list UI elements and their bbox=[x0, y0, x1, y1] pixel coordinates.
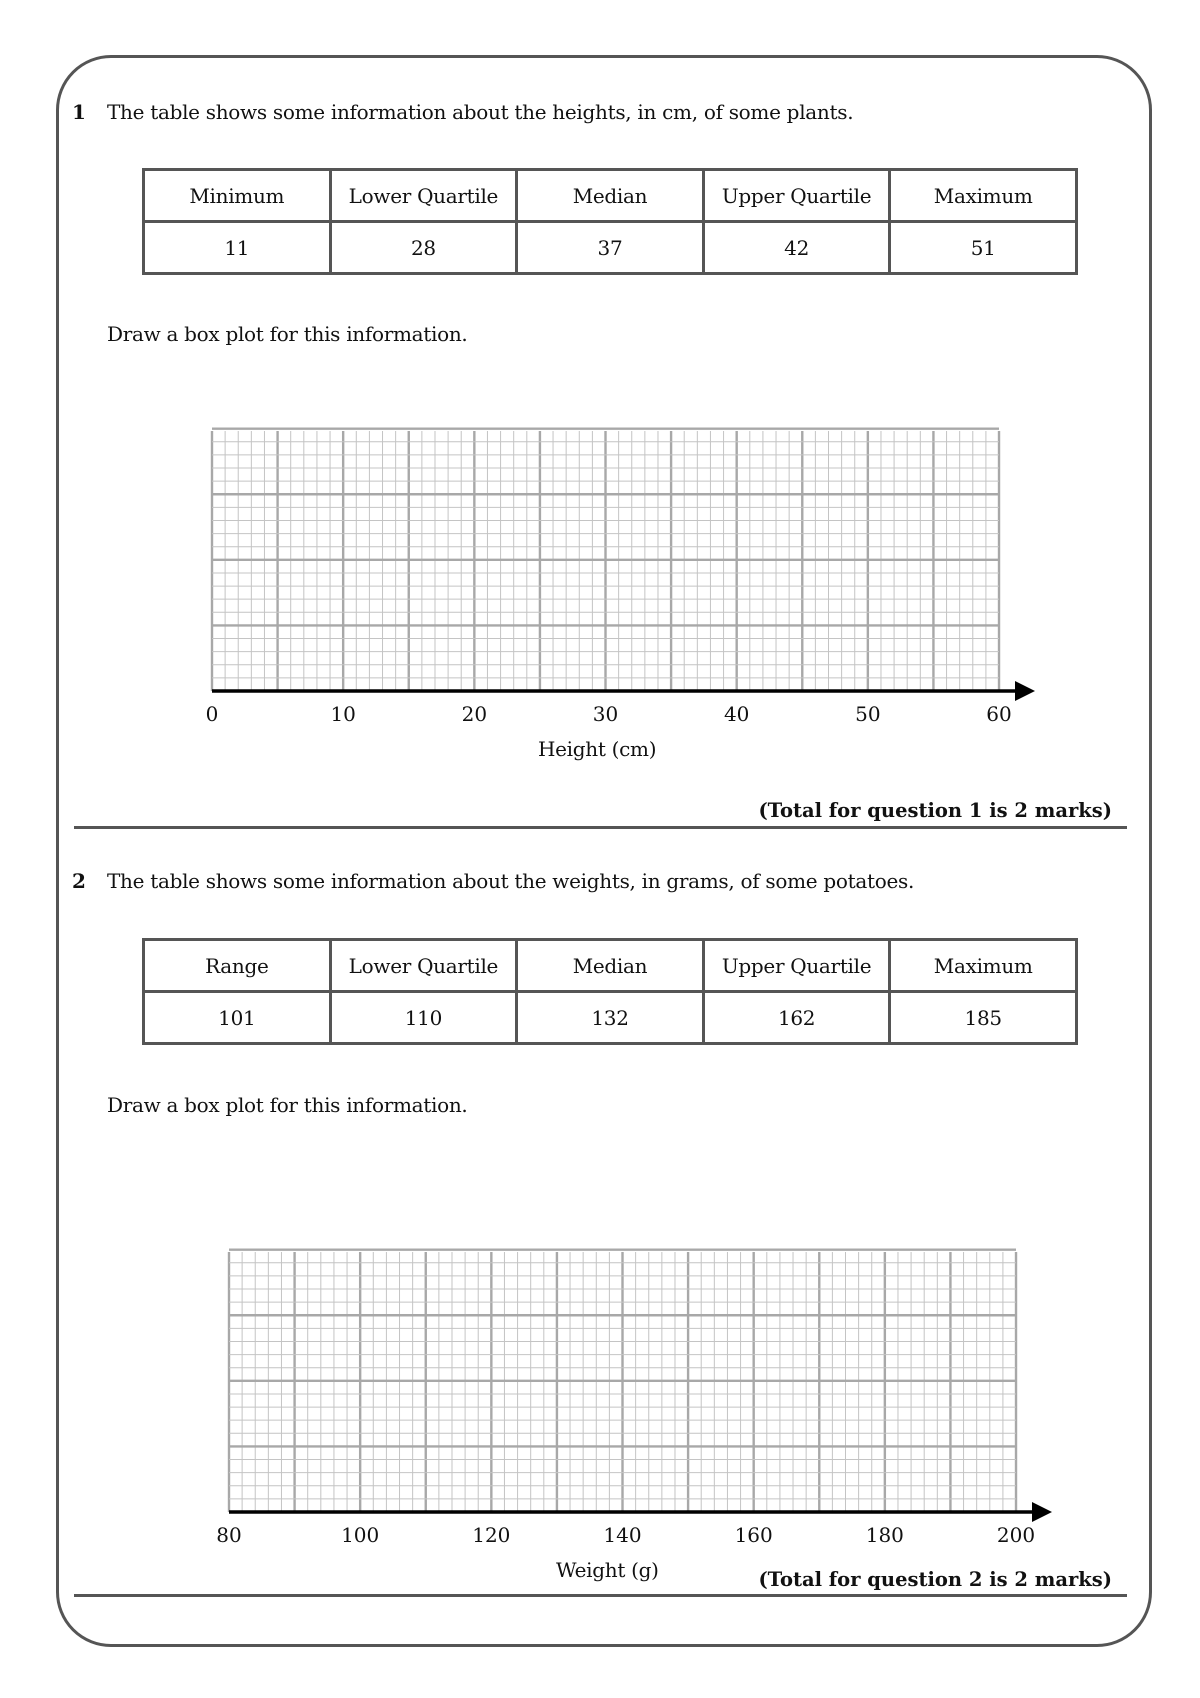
q1-value-cell: 37 bbox=[517, 222, 704, 274]
question-2-number: 2 bbox=[72, 869, 86, 893]
q2-header-cell: Lower Quartile bbox=[330, 940, 517, 992]
x-tick-label: 50 bbox=[855, 702, 881, 726]
q2-value-cell: 132 bbox=[517, 992, 704, 1044]
q2-axis-title: Weight (g) bbox=[556, 1558, 659, 1582]
q2-header-cell: Upper Quartile bbox=[703, 940, 890, 992]
q1-grid-paper[interactable] bbox=[205, 431, 1036, 731]
q1-header-cell: Lower Quartile bbox=[330, 170, 517, 222]
x-tick-label: 30 bbox=[592, 702, 619, 726]
x-tick-label: 180 bbox=[865, 1523, 904, 1547]
x-tick-label: 80 bbox=[216, 1523, 242, 1547]
x-tick-label: 100 bbox=[341, 1523, 380, 1547]
x-axis-arrow-icon bbox=[1015, 681, 1035, 701]
q2-header-cell: Range bbox=[144, 940, 331, 992]
q1-header-row bbox=[144, 170, 1077, 222]
q1-header-cell: Maximum bbox=[890, 170, 1077, 222]
q1-value-cell: 51 bbox=[890, 222, 1077, 274]
q2-value-cell: 185 bbox=[890, 992, 1077, 1044]
q2-value-cell: 162 bbox=[703, 992, 890, 1044]
q2-value-cell: 110 bbox=[330, 992, 517, 1044]
x-tick-label: 160 bbox=[734, 1523, 773, 1547]
x-tick-label: 60 bbox=[986, 702, 1012, 726]
grid-lines bbox=[212, 429, 999, 691]
q2-info-table bbox=[142, 938, 1078, 1045]
question-1-instruction: Draw a box plot for this information. bbox=[107, 322, 468, 346]
q1-value-cell: 42 bbox=[703, 222, 890, 274]
question-1-number: 1 bbox=[72, 100, 86, 124]
q2-value-cell: 101 bbox=[144, 992, 331, 1044]
question-2-total: (Total for question 2 is 2 marks) bbox=[758, 1568, 1112, 1591]
x-tick-label: 40 bbox=[723, 702, 750, 726]
q2-header-cell: Median bbox=[517, 940, 704, 992]
grid-lines bbox=[229, 1250, 1016, 1512]
x-tick-label: 200 bbox=[996, 1523, 1036, 1547]
question-2-instruction: Draw a box plot for this information. bbox=[107, 1093, 468, 1117]
x-tick-label: 140 bbox=[603, 1523, 642, 1547]
q1-header-cell: Upper Quartile bbox=[703, 170, 890, 222]
x-tick-label: 10 bbox=[330, 702, 356, 726]
q1-axis-title: Height (cm) bbox=[538, 737, 657, 761]
x-tick-label: 20 bbox=[461, 702, 488, 726]
question-divider bbox=[74, 826, 1127, 829]
q2-header-cell: Maximum bbox=[890, 940, 1077, 992]
q2-value-row bbox=[144, 992, 1077, 1044]
question-1-total: (Total for question 1 is 2 marks) bbox=[758, 799, 1112, 822]
x-tick-label: 120 bbox=[472, 1523, 511, 1547]
question-1-text: The table shows some information about the heights, in cm, of some plants. bbox=[107, 100, 854, 124]
x-tick-label: 0 bbox=[205, 702, 219, 726]
question-2-text: The table shows some information about the weights, in grams, of some potatoes. bbox=[107, 869, 915, 893]
q2-grid-paper[interactable] bbox=[216, 1252, 1053, 1552]
q1-value-cell: 28 bbox=[330, 222, 517, 274]
bottom-rule bbox=[74, 1594, 1127, 1597]
q1-value-row bbox=[144, 222, 1077, 274]
q1-header-cell: Minimum bbox=[144, 170, 331, 222]
x-axis-arrow-icon bbox=[1032, 1502, 1052, 1522]
q1-info-table bbox=[142, 168, 1078, 275]
q1-value-cell: 11 bbox=[144, 222, 331, 274]
q2-header-row bbox=[144, 940, 1077, 992]
q1-header-cell: Median bbox=[517, 170, 704, 222]
